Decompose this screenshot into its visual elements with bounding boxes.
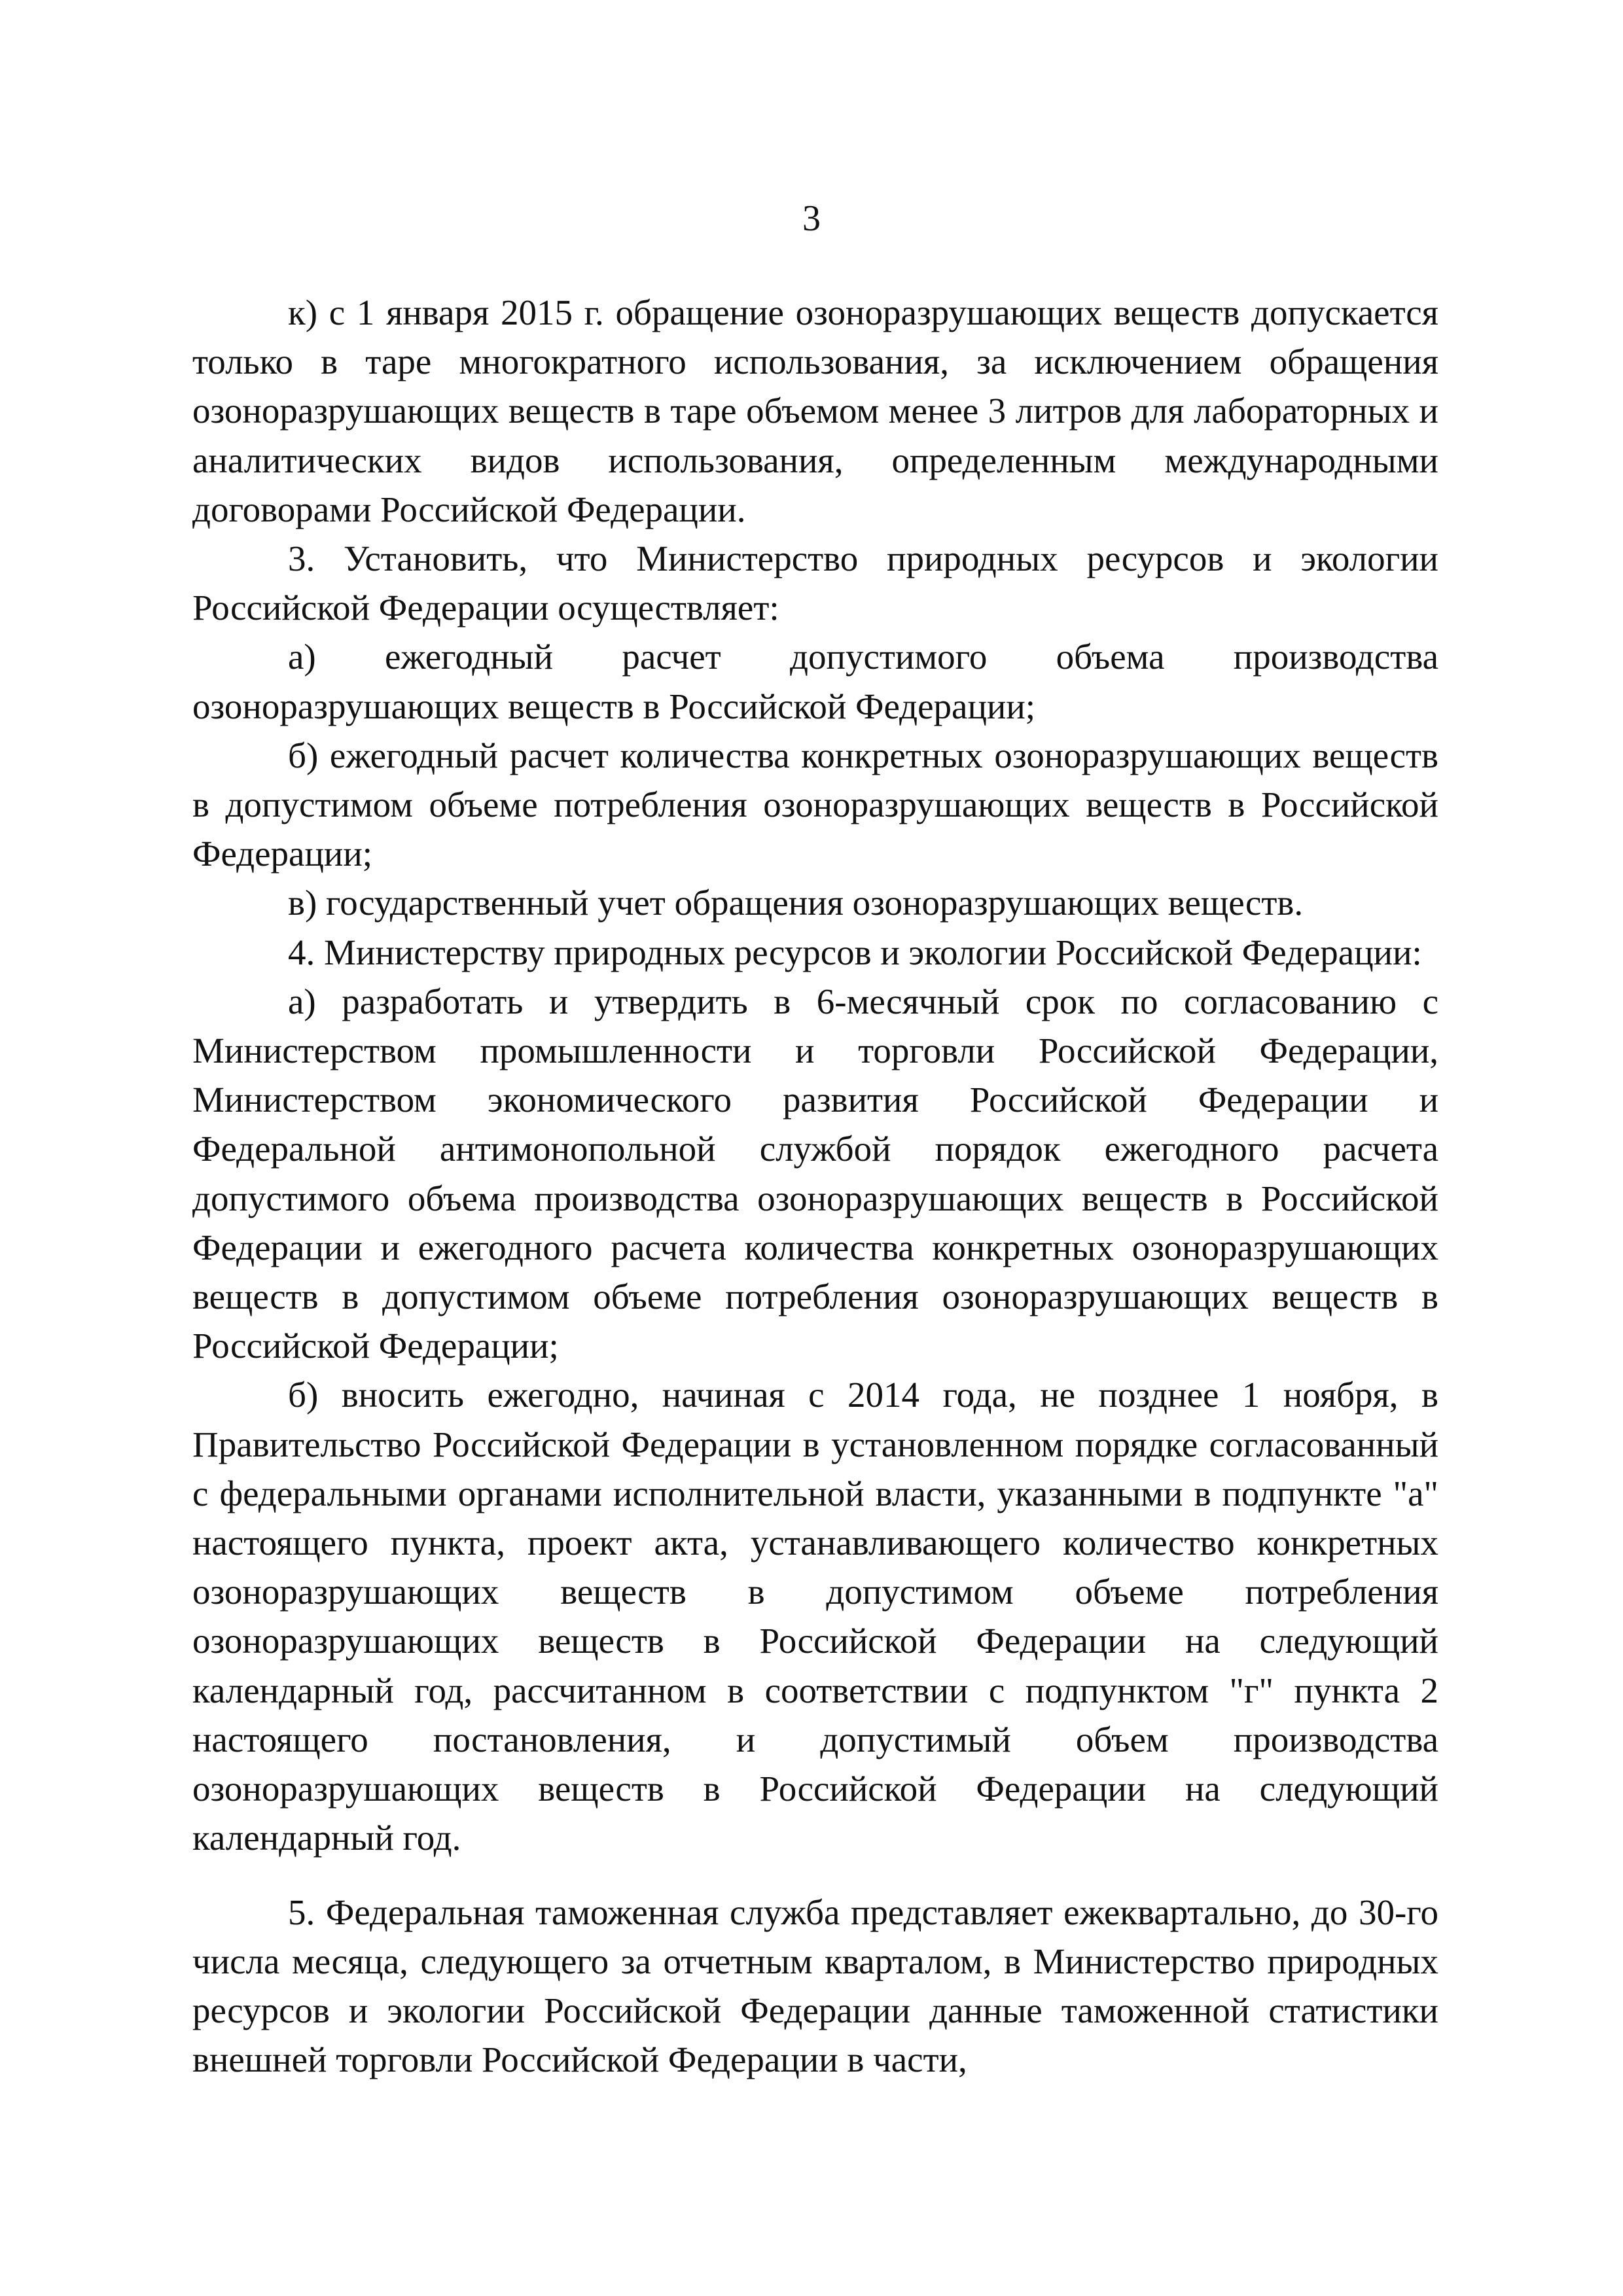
paragraph-item-4a: а) разработать и утвердить в 6-месячный срок по согласованию с Министерством промышленности и торговли Российской Федерации, Министерством экономического развития Российской Федерации и Федеральной антимонопольной службой порядок ежегодного расчета допустимого объема производства озоноразрушающих веществ в Российской Федерации и ежегодного расчета количества конкретных озоноразрушающих веществ в допустимом объеме потребления озоноразрушающих веществ в Российской Федерации; (192, 981, 1438, 1366)
document-body (192, 288, 1438, 2084)
paragraph-section-5: 5. Федеральная таможенная служба представляет ежеквартально, до 30-го числа месяца, следующего за отчетным кварталом, в Министерство природных ресурсов и экологии Российской Федерации данные таможенной статистики внешней торговли Российской Федерации в части, (192, 1892, 1438, 2080)
paragraph-item-3b: б) ежегодный расчет количества конкретных озоноразрушающих веществ в допустимом объеме потребления озоноразрушающих веществ в Российской Федерации; (192, 735, 1438, 874)
paragraph-item-k: к) с 1 января 2015 г. обращение озоноразрушающих веществ допускается только в таре многократного использования, за исключением обращения озоноразрушающих веществ в таре объемом менее 3 литров для лабораторных и аналитических видов использования, определенным международными договорами Российской Федерации. (192, 292, 1438, 529)
paragraph-item-4b: б) вносить ежегодно, начиная с 2014 года, не позднее 1 ноября, в Правительство Российской Федерации в установленном порядке согласованный с федеральными органами исполнительной власти, указанными в подпункте "а" настоящего пункта, проект акта, устанавливающего количество конкретных озоноразрушающих веществ в допустимом объеме потребления озоноразрушающих веществ в Российской Федерации на следующий календарный год, рассчитанном в соответствии с подпунктом "г" пункта 2 настоящего постановления, и допустимый объем производства озоноразрушающих веществ в Российской Федерации на следующий календарный год. (192, 1375, 1438, 1858)
page-number: 3 (802, 198, 821, 239)
paragraph-item-3a: а) ежегодный расчет допустимого объема производства озоноразрушающих веществ в Российской Федерации; (192, 637, 1438, 726)
paragraph-section-3: 3. Установить, что Министерство природных ресурсов и экологии Российской Федерации осуществляет: (192, 539, 1438, 628)
paragraph-item-3v: в) государственный учет обращения озоноразрушающих веществ. (288, 883, 1304, 923)
paragraph-section-4: 4. Министерству природных ресурсов и экологии Российской Федерации: (288, 932, 1422, 972)
